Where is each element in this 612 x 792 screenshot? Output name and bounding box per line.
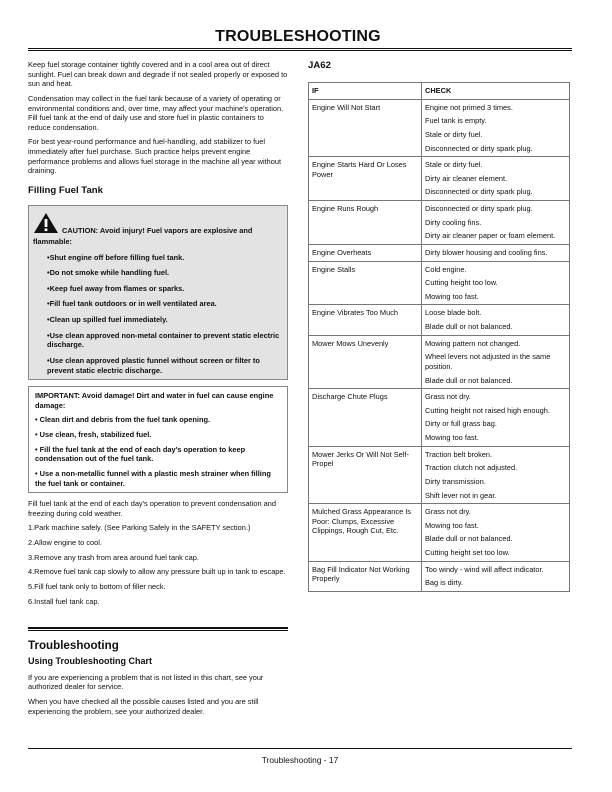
footer-divider: [28, 748, 572, 749]
check-item: Wheel levers not adjusted in the same position.: [425, 352, 551, 371]
warning-triangle-icon: [33, 212, 59, 237]
caution-bullet: •Fill fuel tank outdoors or in well ventilated area.: [47, 299, 217, 309]
section-paragraph: If you are experiencing a problem that is not listed in this chart, see your authorized dealer for service.: [28, 672, 264, 692]
section-subtitle: Using Troubleshooting Chart: [28, 656, 152, 667]
step-item: 2.Allow engine to cool.: [28, 538, 102, 548]
section-paragraph: When you have checked all the possible causes listed and you are still experiencing the problem, see your authorized dealer.: [28, 697, 259, 716]
caution-bullet: •Clean up spilled fuel immediately.: [47, 315, 168, 325]
if-cell: Engine Runs Rough: [309, 201, 422, 245]
check-item: Cutting height not raised high enough.: [425, 405, 550, 415]
caution-bullet: •Do not smoke while handling fuel.: [47, 268, 170, 278]
if-cell: Discharge Chute Plugs: [309, 389, 422, 447]
table-body: [309, 99, 570, 591]
if-cell: Mower Mows Unevenly: [309, 335, 422, 389]
important-bullet: • Fill the fuel tank at the end of each day's operation to keep condensation out of the fuel tank.: [35, 444, 246, 464]
check-item: Dirty or full grass bag.: [425, 419, 497, 429]
check-item: Blade dull or not balanced.: [425, 534, 513, 544]
troubleshooting-table: [308, 82, 570, 592]
intro-text: [28, 60, 288, 176]
check-item: Dirty air cleaner element.: [425, 173, 508, 183]
check-cell: [422, 99, 570, 157]
check-cell: [422, 561, 570, 591]
section-divider: [28, 627, 288, 629]
right-column: [308, 60, 570, 592]
column-header-check: CHECK: [422, 83, 570, 100]
check-item: Dirty cooling fins.: [425, 217, 482, 227]
check-item: Disconnected or dirty spark plug.: [425, 187, 533, 197]
table-row: [309, 201, 570, 245]
important-heading: IMPORTANT: Avoid damage! Dirt and water in fuel can cause engine damage:: [35, 391, 274, 410]
intro-paragraph: Keep fuel storage container tightly covered and in a cool area out of direct sunlight. Fuel can break down and degrade if not sealed properly or exposed to sun and heat.: [28, 60, 288, 89]
check-item: Dirty air cleaner paper or foam element.: [425, 231, 556, 241]
check-item: Stale or dirty fuel.: [425, 129, 483, 139]
check-cell: [422, 389, 570, 447]
if-cell: Engine Will Not Start: [309, 99, 422, 157]
important-box: [28, 386, 288, 493]
intro-paragraph: For best year-round performance and fuel-handling, add stabilizer to fuel immediately after fuel purchase. Such practice helps prevent engine performance problems and allows fuel storage in the machine all year without draining.: [28, 137, 282, 176]
check-cell: [422, 244, 570, 261]
table-row: [309, 389, 570, 447]
check-item: Blade dull or not balanced.: [425, 322, 513, 331]
if-cell: Mulched Grass Appearance Is Poor: Clumps, Excessive Clippings, Rough Cut, Etc.: [309, 504, 422, 562]
caution-heading: [33, 212, 281, 246]
check-item: Dirty blower housing and cooling fins.: [425, 247, 548, 257]
caution-heading-text: CAUTION: Avoid injury! Fuel vapors are explosive and flammable:: [33, 226, 253, 246]
check-cell: [422, 261, 570, 305]
check-cell: [422, 201, 570, 245]
table-row: [309, 157, 570, 201]
check-item: Too windy - wind will affect indicator.: [425, 564, 544, 574]
check-item: Mowing too fast.: [425, 433, 479, 442]
if-cell: Engine Starts Hard Or Loses Power: [309, 157, 422, 201]
step-item: 1.Park machine safely. (See Parking Safely in the SAFETY section.): [28, 523, 251, 533]
check-item: Disconnected or dirty spark plug.: [425, 143, 533, 153]
check-item: Mowing pattern not changed.: [425, 338, 521, 348]
table-header-row: [309, 83, 570, 100]
check-item: Grass not dry.: [425, 392, 471, 402]
caution-bullet: •Shut engine off before filling fuel tank.: [47, 252, 185, 262]
section-title: Troubleshooting: [28, 639, 119, 652]
table-row: [309, 446, 570, 504]
caution-box: [28, 205, 288, 380]
intro-paragraph: Condensation may collect in the fuel tank because of a variety of operating or environmental conditions and, over time, may affect your machine's operation. Fill fuel tank at the end of daily use and store fuel in plastic containers to reduce condensation.: [28, 93, 284, 132]
if-cell: Mower Jerks Or Will Not Self-Propel: [309, 446, 422, 504]
step-item: 6.Install fuel tank cap.: [28, 596, 100, 606]
check-item: Bag is dirty.: [425, 578, 464, 588]
check-item: Cutting height set too low.: [425, 548, 510, 557]
left-column: [28, 60, 288, 611]
caution-bullet: •Keep fuel away from flames or sparks.: [47, 283, 185, 293]
title-divider-lower: [28, 50, 572, 51]
important-bullet: • Clean dirt and debris from the fuel tank opening.: [35, 415, 211, 425]
caution-bullet: •Use clean approved non-metal container to prevent static electric discharge.: [47, 330, 280, 350]
section-divider-lower: [28, 630, 288, 631]
table-row: [309, 504, 570, 562]
check-item: Traction belt broken.: [425, 449, 493, 459]
title-divider: [28, 48, 572, 49]
important-bullet: • Use clean, fresh, stabilized fuel.: [35, 430, 152, 440]
page-title: TROUBLESHOOTING: [215, 28, 381, 45]
check-cell: [422, 157, 570, 201]
check-item: Fuel tank is empty.: [425, 116, 487, 126]
table-row: [309, 305, 570, 335]
check-item: Engine not primed 3 times.: [425, 102, 513, 112]
check-item: Grass not dry.: [425, 507, 471, 517]
check-cell: [422, 335, 570, 389]
check-item: Disconnected or dirty spark plug.: [425, 204, 533, 213]
if-cell: Engine Overheats: [309, 244, 422, 261]
table-row: [309, 244, 570, 261]
check-cell: [422, 504, 570, 562]
check-item: Blade dull or not balanced.: [425, 375, 513, 385]
troubleshooting-section: [28, 627, 288, 721]
table-row: [309, 561, 570, 591]
page-footer: Troubleshooting - 17: [261, 755, 339, 765]
check-item: Shift lever not in gear.: [425, 490, 497, 500]
check-cell: [422, 305, 570, 335]
step-item: 3.Remove any trash from area around fuel tank cap.: [28, 552, 199, 562]
table-row: [309, 335, 570, 389]
table-row: [309, 99, 570, 157]
check-item: Loose blade bolt.: [425, 308, 482, 318]
if-cell: Engine Vibrates Too Much: [309, 305, 422, 335]
filling-steps: [28, 523, 288, 606]
check-item: Dirty transmission.: [425, 476, 486, 486]
after-text: Fill fuel tank at the end of each day's operation to prevent condensation and freezing during cold weather.: [28, 499, 276, 518]
check-cell: [422, 446, 570, 504]
check-item: Cold engine.: [425, 264, 467, 274]
check-item: Stale or dirty fuel.: [425, 160, 483, 170]
if-cell: Bag Fill Indicator Not Working Properly: [309, 561, 422, 591]
step-item: 5.Fill fuel tank only to bottom of filler neck.: [28, 581, 166, 591]
column-header-if: IF: [309, 83, 422, 100]
check-item: Mowing too fast.: [425, 520, 479, 530]
step-item: 4.Remove fuel tank cap slowly to allow any pressure built up in tank to escape.: [28, 567, 286, 577]
caution-bullet: •Use clean approved plastic funnel without screen or filter to prevent static electric discharge.: [47, 355, 260, 375]
check-item: Traction clutch not adjusted.: [425, 463, 518, 473]
model-label: JA62: [308, 60, 331, 71]
check-item: Mowing too fast.: [425, 291, 479, 301]
if-cell: Engine Stalls: [309, 261, 422, 305]
table-row: [309, 261, 570, 305]
filling-heading: Filling Fuel Tank: [28, 184, 103, 196]
important-bullet: • Use a non-metallic funnel with a plastic mesh strainer when filling the fuel tank or container.: [35, 468, 271, 488]
check-item: Cutting height too low.: [425, 278, 498, 288]
